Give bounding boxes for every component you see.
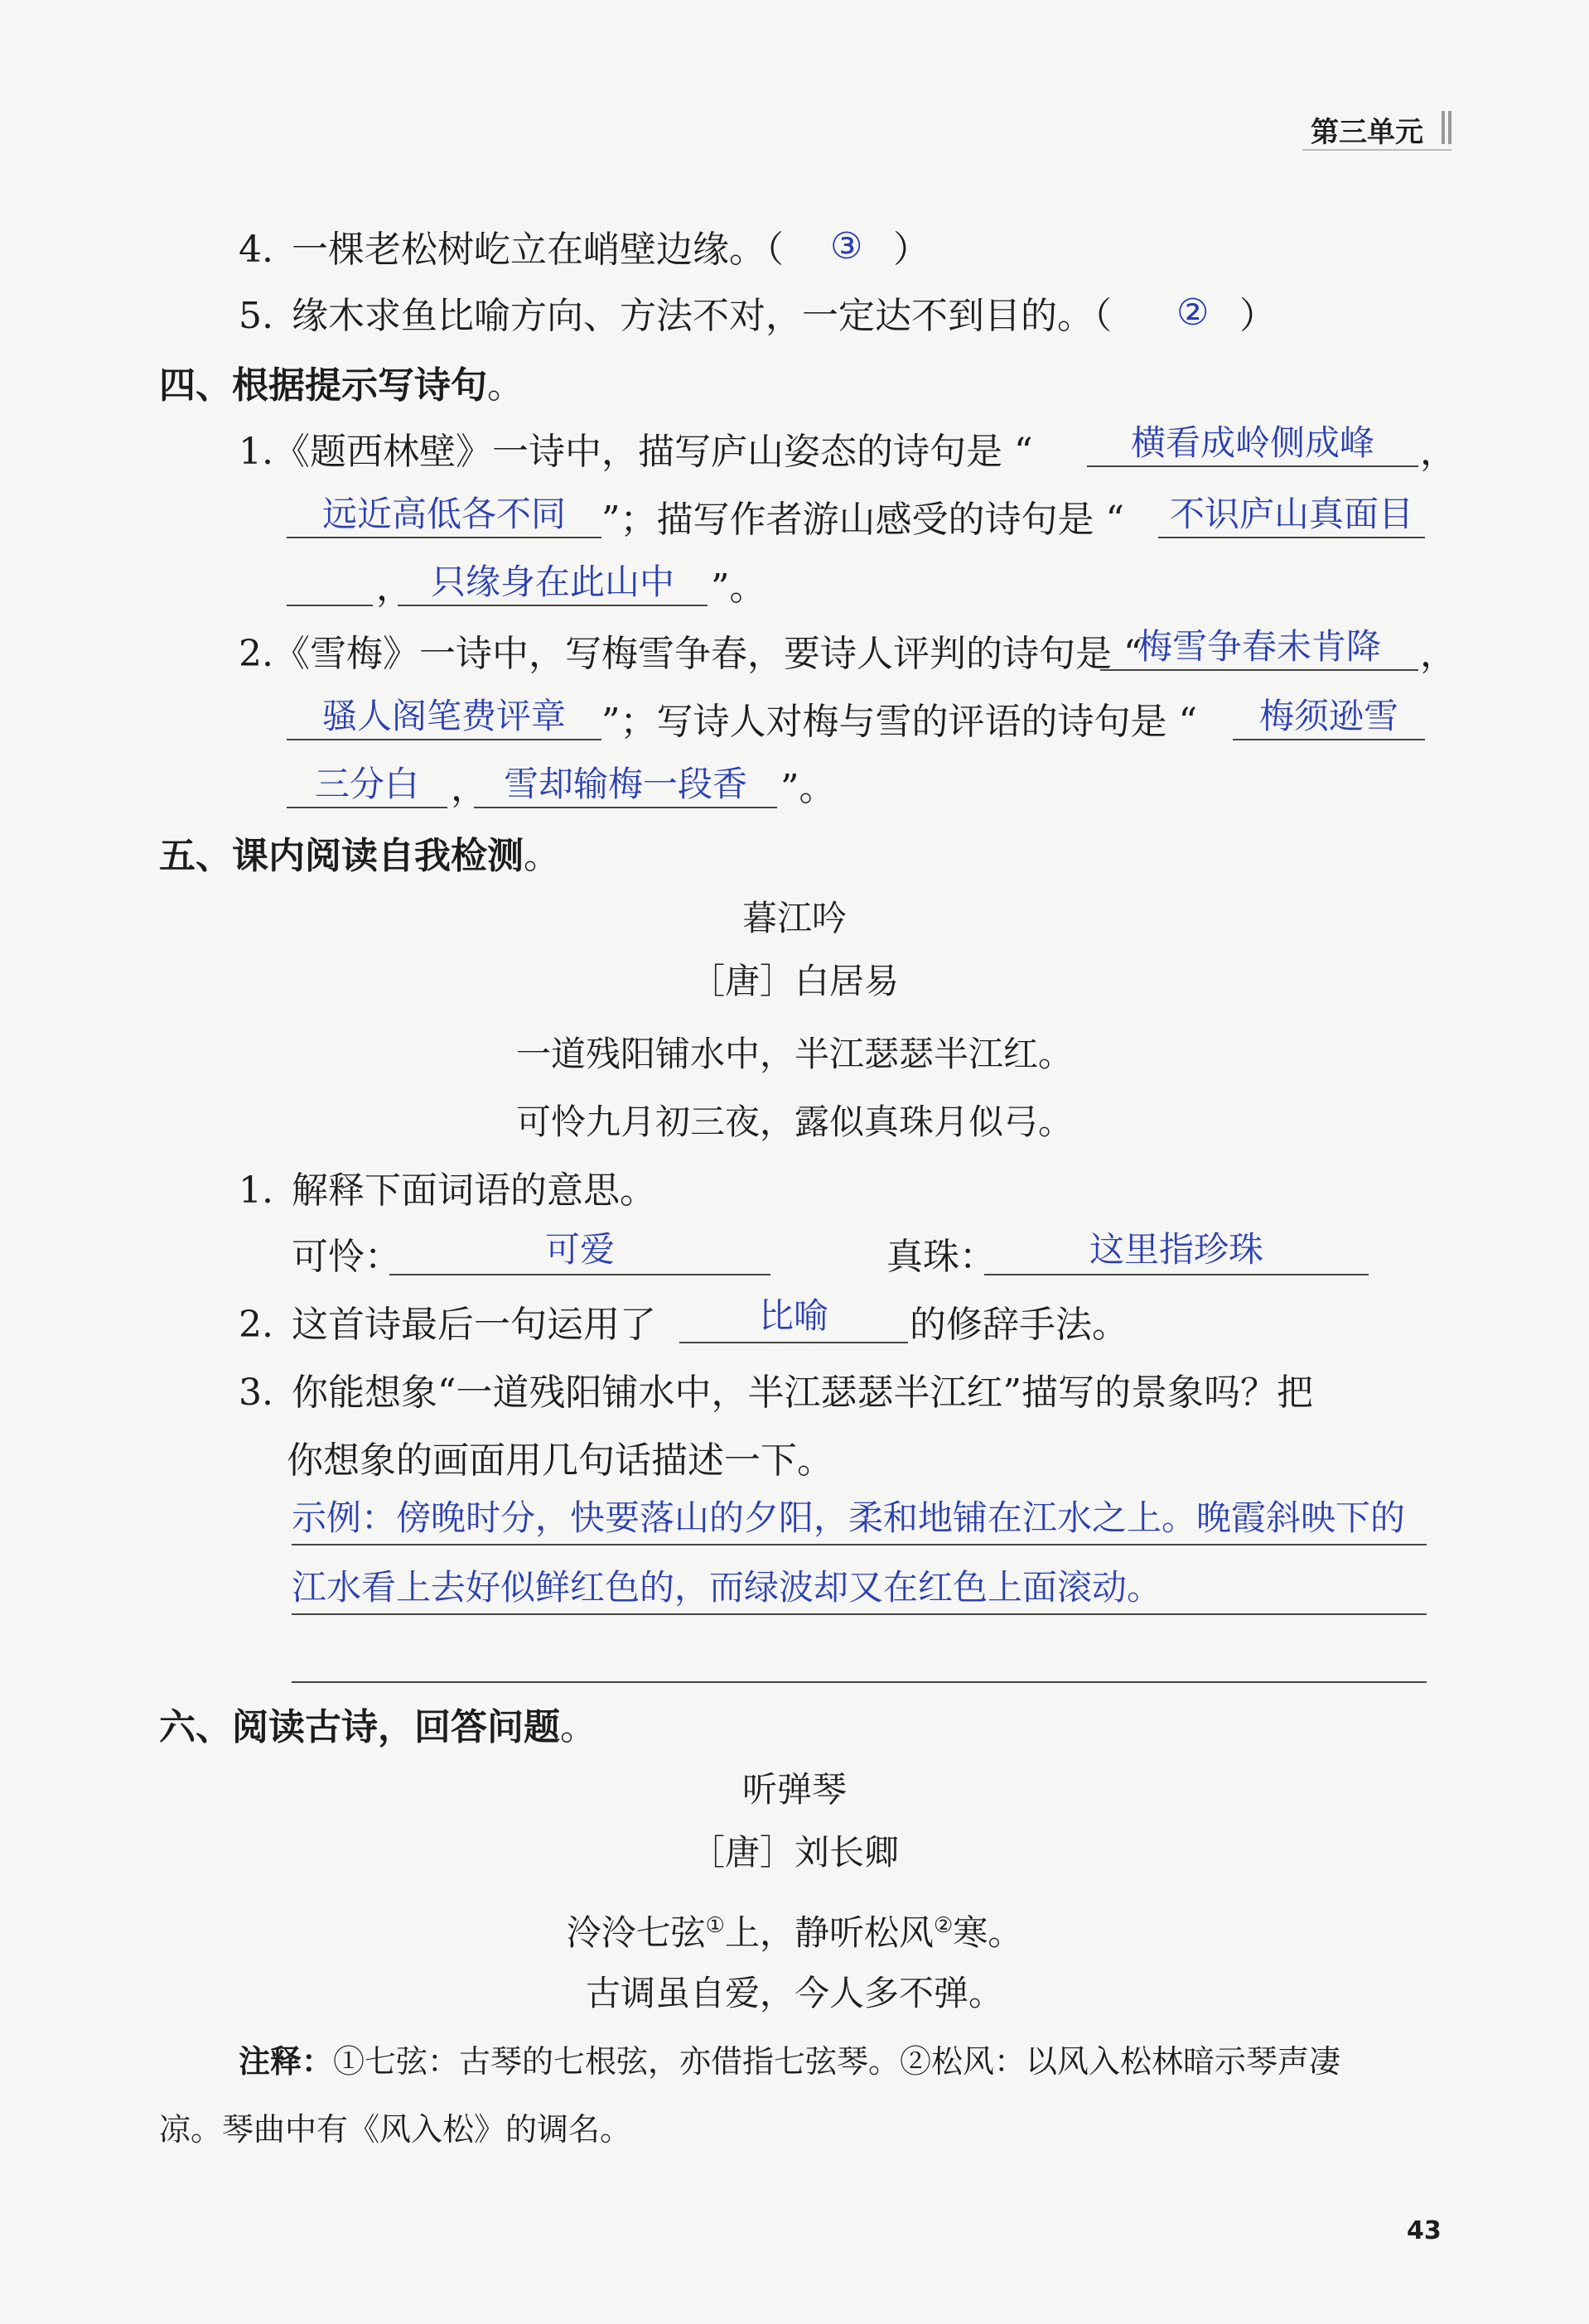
s4-q2-answer3-part2: 三分白: [314, 764, 419, 804]
poem2-author: ［唐］刘长卿: [689, 1832, 899, 1873]
q4-text: 一棵老松树屹立在峭壁边缘。（: [292, 229, 784, 271]
q5-text: 缘木求鱼比喻方向、方法不对，一定达不到目的。（: [292, 295, 1112, 337]
s4-q2-answer2: 骚人阁笔费评章: [321, 696, 566, 736]
poem1-line1: 一道残阳铺水中，半江瑟瑟半江红。: [515, 1034, 1073, 1074]
unit-bar: [1448, 111, 1451, 144]
s4-q1-line2: ”；描写作者游山感受的诗句是 “: [601, 499, 1124, 541]
blank-line: [1087, 465, 1418, 467]
blank-line: [287, 739, 601, 740]
s4-q2-line2: ”；写诗人对梅与雪的评语的诗句是 “: [601, 701, 1197, 743]
s4-q2-answer3-part1: 梅须逊雪: [1258, 696, 1398, 736]
s5-term1: 可怜：: [292, 1236, 401, 1278]
blank-line: [984, 1274, 1369, 1275]
s5-q2-text-after: 的修辞手法。: [910, 1304, 1128, 1346]
note-line2: 凉。琴曲中有《风入松》的调名。: [159, 2111, 632, 2148]
blank-line: [1100, 669, 1418, 671]
answer-line: [292, 1544, 1427, 1545]
header-rule: [1302, 149, 1451, 151]
q4-answer: ③: [830, 225, 863, 268]
s5-term2: 真珠：: [886, 1236, 996, 1278]
poem1-line2: 可怜九月初三夜，露似真珠月似弓。: [515, 1102, 1073, 1142]
note-line1: 注释：①七弦：古琴的七根弦，亦借指七弦琴。②松风：以风入松林暗示琴声凄: [239, 2043, 1341, 2080]
s4-q1-line1: 《题西林壁》一诗中，描写庐山姿态的诗句是 “: [273, 431, 1033, 473]
blank-line: [287, 605, 373, 606]
unit-bar: [1442, 111, 1445, 144]
s4-q2-answer4: 雪却输梅一段香: [503, 764, 747, 804]
s4-q1-answer4: 只缘身在此山中: [430, 562, 674, 602]
blank-line: [1233, 739, 1425, 740]
s4-q1-sep: ，: [376, 567, 413, 609]
s5-q2-num: 2.: [239, 1304, 273, 1346]
q4-close: ）: [893, 229, 930, 271]
blank-line: [474, 807, 777, 808]
s4-q1-answer2: 远近高低各不同: [321, 494, 566, 534]
s4-q2-end: ”。: [780, 767, 836, 809]
s5-q2-text-before: 这首诗最后一句运用了: [292, 1304, 656, 1346]
blank-line: [287, 537, 601, 538]
poem2-line1: 泠泠七弦①上，静听松风②寒。: [566, 1912, 1023, 1953]
page-number: 43: [1407, 2216, 1442, 2245]
s5-answer-term2: 这里指珍珠: [1089, 1229, 1263, 1270]
q4-num: 4.: [239, 229, 273, 271]
s4-q1-line1-end: ，: [1420, 431, 1456, 473]
s4-q2-answer1: 梅雪争春未肯降: [1137, 626, 1381, 667]
section6-heading: 六、阅读古诗，回答问题。: [159, 1706, 596, 1748]
s4-q2-sep: ，: [451, 767, 487, 809]
s4-q2-line1-end: ，: [1420, 633, 1456, 675]
unit-label: 第三单元: [1311, 116, 1423, 149]
q5-answer: ②: [1176, 292, 1210, 334]
s4-q2-line1: 《雪梅》一诗中，写梅雪争春，要诗人评判的诗句是 “: [273, 633, 1142, 675]
poem1-title: 暮江吟: [741, 898, 847, 938]
poem1-author: ［唐］白居易: [689, 961, 899, 1001]
s5-q3-line1: 你能想象“一道残阳铺水中，半江瑟瑟半江红”描写的景象吗？把: [292, 1372, 1313, 1414]
blank-line: [398, 605, 708, 606]
answer-line: [292, 1681, 1427, 1683]
s4-q1-end: ”。: [711, 567, 766, 609]
q5-close: ）: [1239, 295, 1276, 337]
section5-heading: 五、课内阅读自我检测。: [159, 835, 560, 877]
s5-q3-answer-line1: 示例：傍晚时分，快要落山的夕阳，柔和地铺在江水之上。晚霞斜映下的: [292, 1497, 1406, 1538]
section4-heading: 四、根据提示写诗句。: [159, 364, 524, 407]
s4-q1-num: 1.: [239, 431, 273, 473]
q5-num: 5.: [239, 295, 273, 337]
blank-line: [389, 1274, 770, 1275]
poem2-line2: 古调虽自爱，今人多不弹。: [585, 1973, 1003, 2013]
blank-line: [679, 1342, 908, 1343]
s5-q1-text: 解释下面词语的意思。: [292, 1169, 656, 1212]
answer-line: [292, 1613, 1427, 1615]
s5-q3-line2: 你想象的画面用几句话描述一下。: [287, 1439, 833, 1482]
poem2-title: 听弹琴: [741, 1769, 847, 1810]
s4-q1-answer1: 横看成岭侧成峰: [1130, 422, 1374, 463]
s4-q1-answer3: 不识庐山真面目: [1169, 494, 1413, 534]
s5-q3-answer-line2: 江水看上去好似鲜红色的，而绿波却又在红色上面滚动。: [292, 1567, 1162, 1608]
s5-answer-term1: 可爱: [544, 1229, 615, 1270]
blank-line: [1158, 537, 1425, 538]
s5-q2-answer: 比喻: [758, 1295, 828, 1336]
s5-q1-num: 1.: [239, 1169, 273, 1212]
s4-q2-num: 2.: [239, 633, 273, 675]
s5-q3-num: 3.: [239, 1372, 273, 1414]
blank-line: [287, 807, 447, 808]
